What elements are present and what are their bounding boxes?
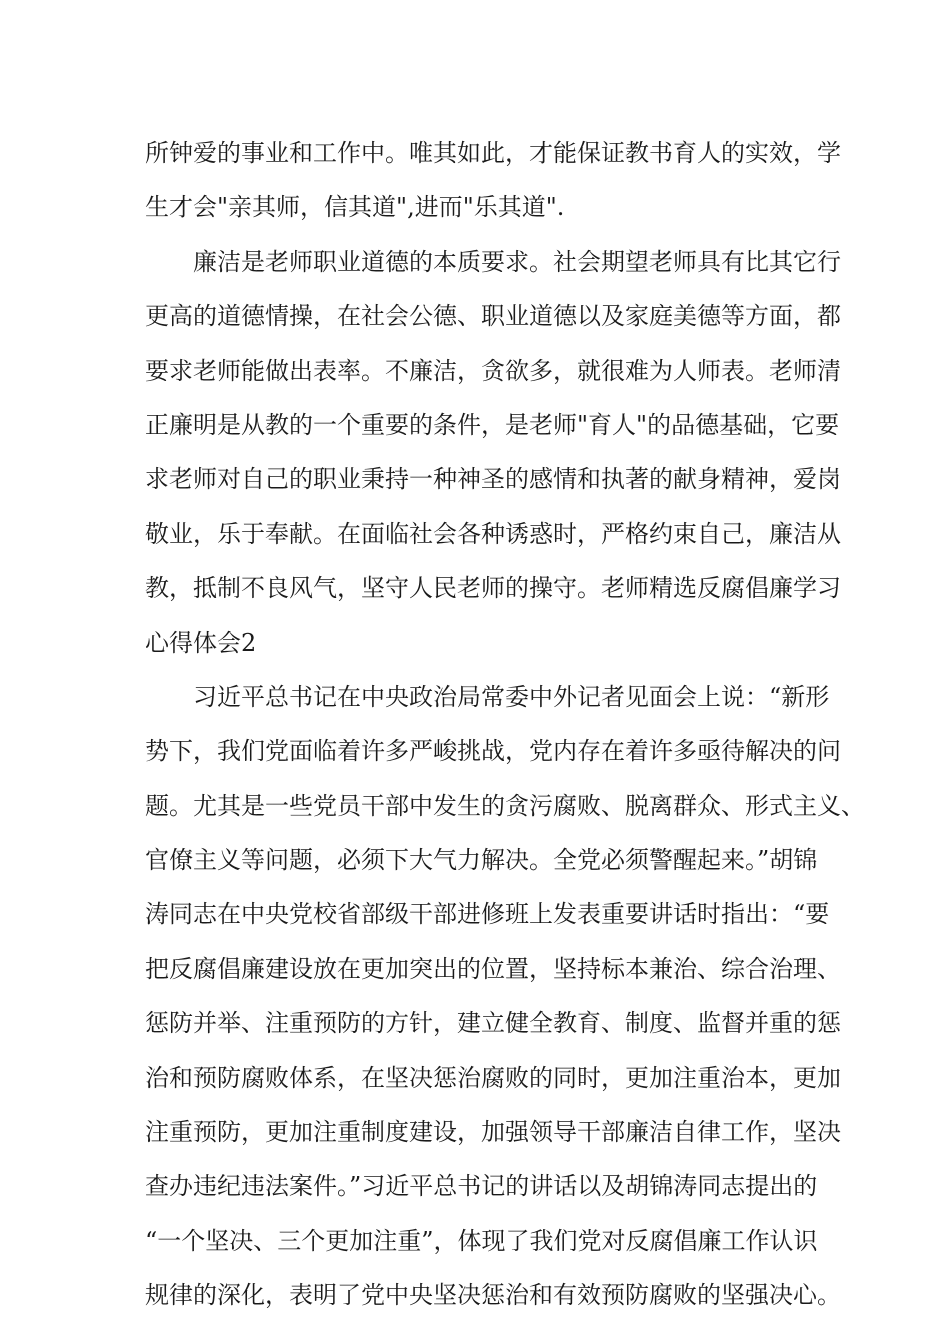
text-line: 更高的道德情操，在社会公德、职业道德以及家庭美德等方面，都: [145, 302, 841, 331]
text-line: 敬业，乐于奉献。在面临社会各种诱惑时，严格约束自己，廉洁从: [145, 519, 841, 548]
text-line: 心得体会2: [145, 628, 257, 657]
text-line: 正廉明是从教的一个重要的条件，是老师"育人"的品德基础，它要: [145, 410, 840, 439]
text-line: 势下，我们党面临着许多严峻挑战，党内存在着许多亟待解决的问: [145, 737, 841, 766]
text-line: 题。尤其是一些党员干部中发生的贪污腐败、脱离群众、形式主义、: [145, 791, 865, 820]
text-line: 涛同志在中央党校省部级干部进修班上发表重要讲话时指出：“要: [145, 900, 830, 929]
text-line: 治和预防腐败体系，在坚决惩治腐败的同时，更加注重治本，更加: [145, 1063, 841, 1092]
text-line: 生才会"亲其师，信其道",进而"乐其道".: [145, 193, 565, 222]
text-line: 要求老师能做出表率。不廉洁，贪欲多，就很难为人师表。老师清: [145, 356, 841, 385]
text-line: 教，抵制不良风气，坚守人民老师的操守。老师精选反腐倡廉学习: [145, 574, 841, 603]
text-line: 廉洁是老师职业道德的本质要求。社会期望老师具有比其它行: [145, 247, 841, 276]
text-line: 求老师对自己的职业秉持一种神圣的感情和执著的献身精神，爱岗: [145, 465, 841, 494]
text-line: 规律的深化，表明了党中央坚决惩治和有效预防腐败的坚强决心。: [145, 1281, 841, 1310]
text-line: “一个坚决、三个更加注重”，体现了我们党对反腐倡廉工作认识: [145, 1226, 818, 1255]
text-line: 所钟爱的事业和工作中。唯其如此，才能保证教书育人的实效，学: [145, 139, 841, 167]
text-line: 习近平总书记在中央政治局常委中外记者见面会上说：“新形: [145, 682, 830, 711]
text-line: 把反腐倡廉建设放在更加突出的位置，坚持标本兼治、综合治理、: [145, 954, 841, 983]
text-line: 注重预防，更加注重制度建设，加强领导干部廉洁自律工作，坚决: [145, 1118, 841, 1147]
text-line: 查办违纪违法案件。”习近平总书记的讲话以及胡锦涛同志提出的: [145, 1172, 818, 1201]
text-line: 官僚主义等问题，必须下大气力解决。全党必须警醒起来。”胡锦: [145, 846, 818, 875]
body-text: [145, 126, 865, 1323]
text-line: 惩防并举、注重预防的方针，建立健全教育、制度、监督并重的惩: [145, 1009, 841, 1038]
